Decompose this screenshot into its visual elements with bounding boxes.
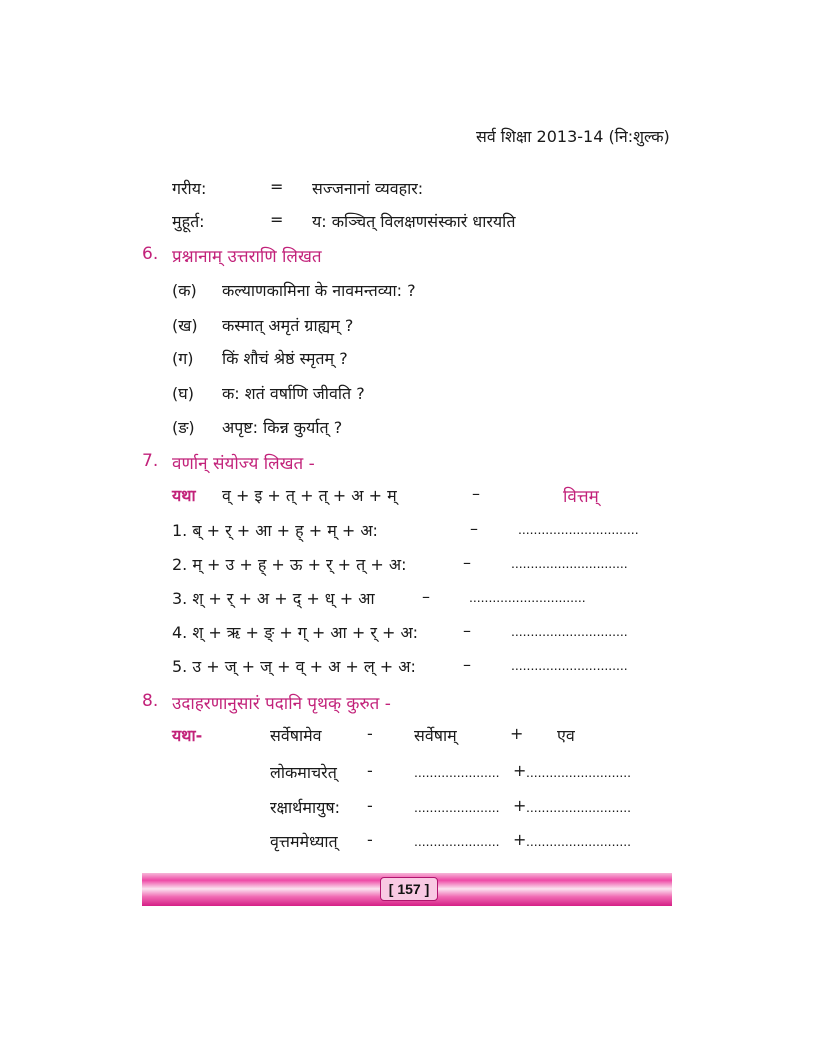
section-title: वर्णान् संयोज्य लिखत -: [172, 454, 315, 474]
section-number: 8.: [142, 691, 159, 711]
split-word: रक्षार्थमायुष:: [270, 798, 341, 817]
glossary-meaning: सज्जनानां व्यवहार:: [312, 179, 424, 198]
split-dash: -: [367, 796, 373, 815]
question-text: किं शौचं श्रेष्ठं स्मृतम् ?: [222, 349, 348, 368]
combine-item: 1. ब् + र् + आ + ह् + म् + अ:: [172, 521, 378, 540]
page-number: [ 157 ]: [380, 877, 438, 901]
example-letters: व् + इ + त् + त् + अ + म्: [222, 486, 397, 505]
section-title: उदाहरणानुसारं पदानि पृथक् कुरुत -: [172, 694, 391, 714]
glossary-meaning: य: कञ्चित् विलक्षणसंस्कारं धारयति: [312, 212, 516, 231]
combine-dash: –: [463, 553, 471, 572]
question-text: कल्याणकामिना के नावमन्तव्या: ?: [222, 281, 416, 300]
question-label: (ग): [172, 349, 194, 368]
split-word: लोकमाचरेत्: [270, 763, 337, 782]
glossary-term: गरीय:: [172, 179, 207, 198]
split-plus: +: [513, 761, 527, 780]
combine-dash: –: [463, 655, 471, 674]
answer-blank: ..............................: [511, 555, 628, 571]
glossary-equals: =: [270, 210, 284, 229]
question-label: (ङ): [172, 418, 195, 437]
combine-dash: –: [463, 621, 471, 640]
split-word: वृत्तममेध्यात्: [270, 832, 338, 851]
combine-item: 5. उ + ज् + ज् + व् + अ + ल् + अ:: [172, 657, 416, 676]
answer-blank: ..............................: [511, 657, 628, 673]
example-dash: –: [472, 484, 480, 503]
example-part1: सर्वेषाम्: [414, 726, 457, 745]
question-label: (क): [172, 281, 197, 300]
example-part2: एव: [557, 726, 575, 745]
answer-blank: ......................: [414, 764, 500, 780]
glossary-equals: =: [270, 177, 284, 196]
answer-blank: ...............................: [518, 521, 639, 537]
question-text: कस्मात् अमृतं ग्राह्यम् ?: [222, 316, 354, 335]
section-number: 7.: [142, 451, 159, 471]
section-title: प्रश्नानाम् उत्तराणि लिखत: [172, 247, 322, 267]
answer-blank: ......................: [414, 833, 500, 849]
question-text: क: शतं वर्षाणि जीवति ?: [222, 384, 365, 403]
split-plus: +: [513, 796, 527, 815]
combine-item: 3. श् + र् + अ + द् + ध् + आ: [172, 589, 375, 608]
example-dash: -: [367, 724, 373, 743]
question-text: अपृष्ट: किन्न कुर्यात् ?: [222, 418, 343, 437]
answer-blank: ...........................: [526, 764, 632, 780]
question-label: (घ): [172, 384, 194, 403]
split-dash: -: [367, 830, 373, 849]
section-number: 6.: [142, 244, 159, 264]
example-answer: वित्तम्: [563, 487, 599, 507]
answer-blank: ......................: [414, 799, 500, 815]
answer-blank: ..............................: [469, 589, 586, 605]
split-dash: -: [367, 761, 373, 780]
answer-blank: ..............................: [511, 623, 628, 639]
glossary-term: मुहूर्त:: [172, 212, 205, 231]
example-label: यथा-: [172, 726, 203, 745]
split-plus: +: [513, 830, 527, 849]
example-label: यथा: [172, 486, 196, 505]
question-label: (ख): [172, 316, 198, 335]
combine-item: 4. श् + ऋ + ङ् + ग् + आ + र् + अ:: [172, 623, 419, 642]
answer-blank: ...........................: [526, 833, 632, 849]
running-header: सर्व शिक्षा 2013-14 (नि:शुल्क): [476, 127, 670, 146]
answer-blank: ...........................: [526, 799, 632, 815]
combine-dash: –: [470, 519, 478, 538]
example-word: सर्वेषामेव: [270, 726, 322, 745]
combine-item: 2. म् + उ + ह् + ऊ + र् + त् + अ:: [172, 555, 407, 574]
combine-dash: –: [422, 587, 430, 606]
example-plus: +: [510, 724, 524, 743]
